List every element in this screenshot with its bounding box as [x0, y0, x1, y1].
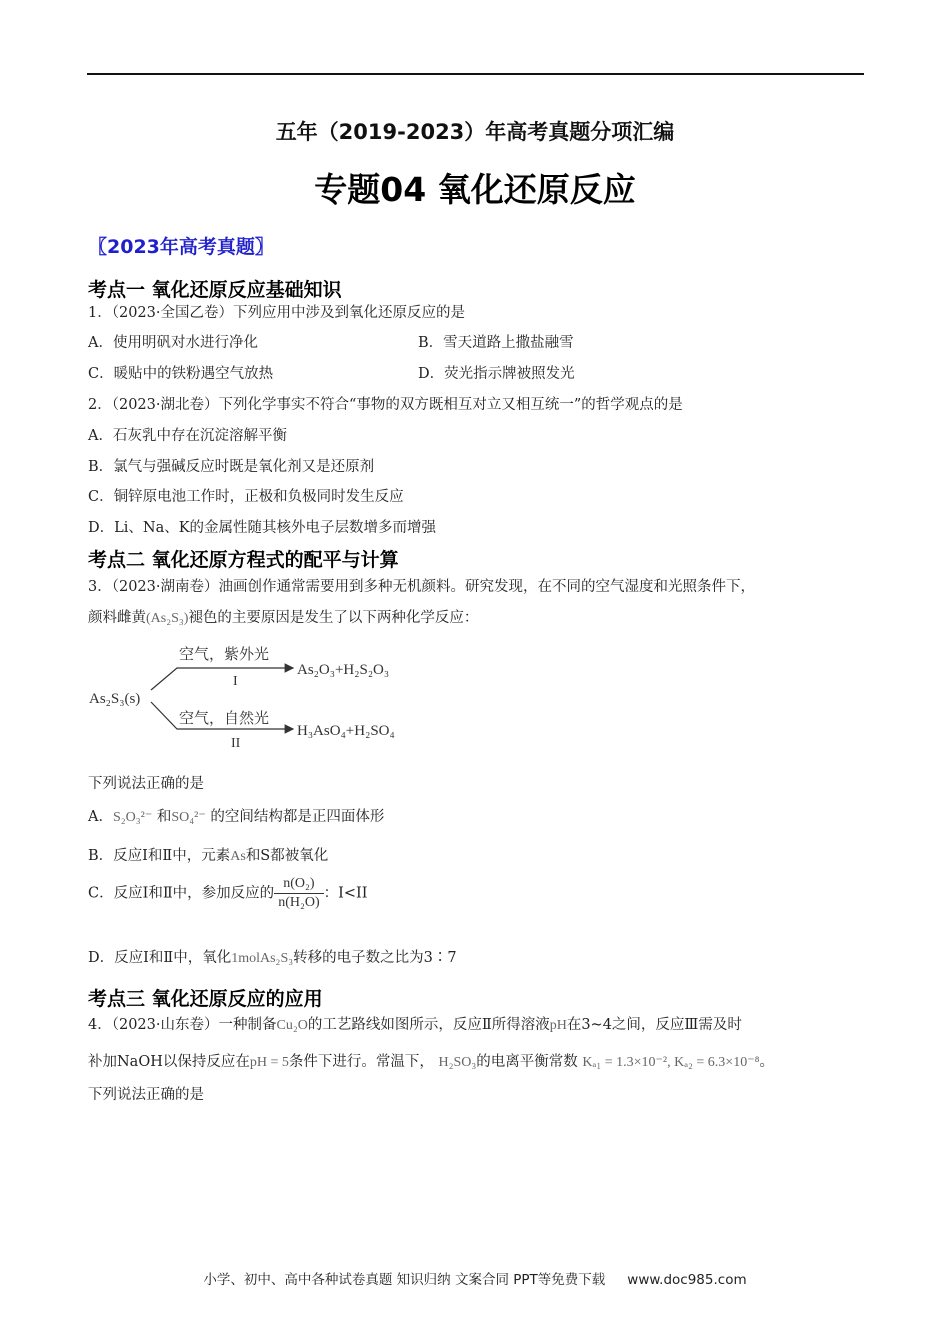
fraction-denominator: n(H₂O) [278, 895, 320, 910]
header-rule [87, 73, 864, 75]
question-2-option-d: D．Li、Na、K的金属性随其核外电子层数增多而增强 [88, 520, 437, 536]
question-2-stem: 2．（2023·湖北卷）下列化学事实不符合“事物的双方既相互对立又相互统一”的哲学观点的是 [88, 397, 683, 413]
question-2-option-c: C．铜锌原电池工作时，正极和负极同时发生反应 [88, 489, 404, 505]
question-2-option-a: A．石灰乳中存在沉淀溶解平衡 [88, 428, 287, 444]
scheme-label-2: II [231, 736, 241, 751]
question-3-option-d [88, 946, 457, 967]
question-4-text: 的电离平衡常数 [476, 1054, 578, 1070]
page-title: 专题04 氧化还原反应 [314, 170, 636, 209]
question-3-text: C．反应Ⅰ和Ⅱ中，参加反应的 [88, 885, 275, 902]
formula-ph: pH [549, 1018, 567, 1033]
question-4-line1 [88, 1013, 742, 1034]
scheme-condition-1: 空气，紫外光 [179, 647, 270, 663]
formula-thiosulfate: S₂O₃²⁻ [112, 810, 153, 825]
formula-cu2o: Cu₂O [276, 1018, 308, 1033]
question-3-text: B．反应Ⅰ和Ⅱ中，元素 [88, 848, 231, 864]
question-2-option-b: B．氯气与强碱反应时既是氧化剂又是还原剂 [88, 459, 375, 475]
question-3-ask: 下列说法正确的是 [88, 776, 204, 792]
question-1-stem: 1．（2023·全国乙卷）下列应用中涉及到氧化还原反应的是 [88, 305, 465, 321]
question-4-line2 [88, 1050, 774, 1071]
footer-text: 小学、初中、高中各种试卷真题 知识归纳 文案合同 PPT等免费下载 [203, 1272, 606, 1288]
question-4-ask: 下列说法正确的是 [88, 1087, 204, 1103]
section-heading-3: 考点三 氧化还原反应的应用 [88, 988, 323, 1010]
scheme-reactant: As₂S₃(s) [89, 691, 141, 707]
question-1-option-a: A．使用明矾对水进行净化 [88, 335, 258, 351]
scheme-arrow-1 [151, 668, 293, 690]
series-title: 五年（2019-2023）年高考真题分项汇编 [275, 120, 675, 144]
question-3-stem-line1: 3．（2023·湖南卷）油画创作通常需要用到多种无机颜料。研究发现，在不同的空气湿度和光照条件下， [88, 579, 755, 595]
question-3-text: 和 [156, 809, 172, 825]
scheme-product-1: As₂O₃+H₂S₂O₃ [297, 662, 390, 678]
formula-1mol-as2s3: 1molAs₂S₃ [231, 951, 294, 966]
question-4-text: 在3~4之间，反应Ⅲ需及时 [566, 1017, 742, 1033]
formula-ph5: pH = 5 [249, 1055, 289, 1070]
footer-link[interactable]: www.doc985.com [627, 1272, 747, 1288]
scheme-label-1: I [233, 674, 238, 689]
question-1-option-b: B．雪天道路上撒盐融雪 [418, 335, 574, 351]
question-4-text: 4．（2023·山东卷）一种制备 [88, 1017, 277, 1033]
question-4-text: 补加NaOH以保持反应在 [88, 1054, 250, 1070]
question-1-option-c: C．暖贴中的铁粉遇空气放热 [88, 366, 274, 382]
question-3-stem-line2 [88, 606, 478, 627]
question-3-text: 褪色的主要原因是发生了以下两种化学反应： [188, 610, 479, 626]
scheme-product-2: H₃AsO₄+H₂SO₄ [297, 723, 395, 739]
formula-h2so3: H₂SO₃ [438, 1055, 477, 1070]
question-4-text: 的工艺路线如图所示，反应Ⅱ所得溶液 [307, 1017, 550, 1033]
question-3-option-c [88, 876, 367, 911]
formula-sulfate: SO₄²⁻ [171, 810, 206, 825]
question-3-text: 和S都被氧化 [245, 848, 329, 864]
question-4-text: 条件下进行。常温下， [288, 1054, 434, 1070]
year-heading: 〖2023年高考真题〗 [88, 236, 274, 258]
question-3-text: 颜料雌黄 [88, 610, 146, 626]
scheme-condition-2: 空气，自然光 [179, 711, 270, 727]
section-heading-1: 考点一 氧化还原反应基础知识 [88, 279, 342, 301]
ratio-fraction [274, 876, 323, 911]
section-heading-2: 考点二 氧化还原方程式的配平与计算 [88, 549, 399, 571]
question-1-option-d: D．荧光指示牌被照发光 [418, 366, 575, 382]
question-3-text: ：Ⅰ<II [323, 885, 368, 902]
reaction-scheme [85, 636, 425, 752]
question-3-text: 的空间结构都是正四面体形 [210, 809, 385, 825]
footer [0, 1268, 950, 1288]
question-3-option-a [88, 805, 384, 826]
formula-ka-values: Kₐ₁ = 1.3×10⁻², Kₐ₂ = 6.3×10⁻⁸ [582, 1055, 760, 1070]
formula-as: As [230, 849, 246, 864]
question-3-text: 转移的电子数之比为3∶7 [293, 950, 457, 966]
question-3-text: D．反应Ⅰ和Ⅱ中，氧化 [88, 950, 232, 966]
formula-as2s3: (As₂S₃) [146, 611, 189, 626]
question-4-text: 。 [759, 1054, 774, 1070]
question-3-option-b [88, 844, 328, 865]
fraction-numerator: n(O₂) [274, 876, 323, 894]
option-label: A． [88, 809, 113, 825]
